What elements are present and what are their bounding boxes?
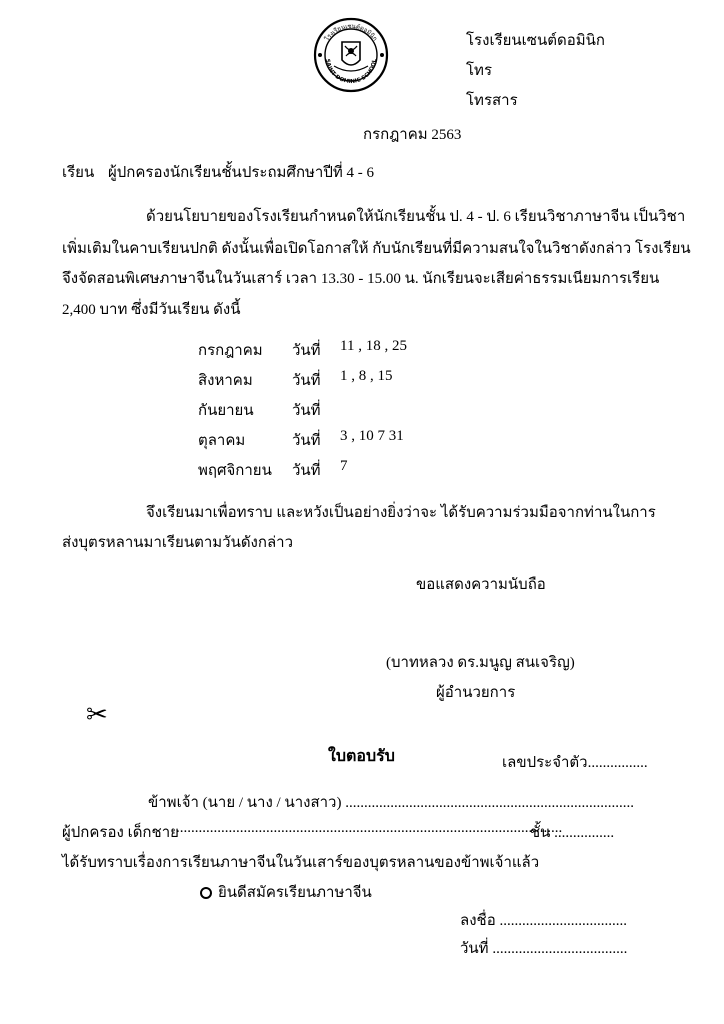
signature-field[interactable]: ลงชื่อ ..................................	[460, 913, 627, 929]
schedule-label: วันที่	[292, 373, 321, 389]
signer-title: ผู้อำนวยการ	[436, 685, 516, 701]
to-recipient: ผู้ปกครองนักเรียนชั้นประถมศึกษาปีที่ 4 - 6	[108, 165, 374, 181]
schedule-label: วันที่	[292, 343, 321, 359]
child-name-field[interactable]: .......................................................................................................	[176, 820, 563, 836]
enroll-option-label: ยินดีสมัครเรียนภาษาจีน	[218, 885, 372, 901]
acknowledgement-text: ได้รับทราบเรื่องการเรียนภาษาจีนในวันเสาร์ของบุตรหลานของข้าพเจ้าแล้ว	[62, 855, 540, 871]
para1-line3: จึงจัดสอนพิเศษภาษาจีนในวันเสาร์ เวลา 13.30 - 15.00 น. นักเรียนจะเสียค่าธรรมเนียมการเรียน	[62, 271, 660, 287]
school-logo	[312, 16, 390, 94]
para1-line2: เพิ่มเติมในคาบเรียนปกติ ดังนั้นเพื่อเปิดโอกาสให้ กับนักเรียนที่มีความสนใจในวิชาดังกล่าว โรงเรียน	[62, 241, 691, 257]
class-field[interactable]: ชั้น ................	[530, 825, 615, 841]
parent-name-field[interactable]: ข้าพเจ้า (นาย / นาง / นางสาว) .............................................................................	[148, 795, 634, 811]
letter-date: กรกฎาคม 2563	[363, 127, 462, 143]
schedule-label: วันที่	[292, 463, 321, 479]
svg-text:โรงเรียนเซนต์ดอมินิก: โรงเรียนเซนต์ดอมินิก	[323, 22, 379, 43]
para1-line4: 2,400 บาท ซึ่งมีวันเรียน ดังนี้	[62, 302, 241, 318]
closing: ขอแสดงความนับถือ	[416, 577, 546, 593]
radio-bullet-icon[interactable]	[200, 887, 212, 899]
to-label: เรียน	[62, 165, 95, 181]
schedule-days: 11 , 18 , 25	[340, 338, 407, 354]
para2-line1: จึงเรียนมาเพื่อทราบ และหวังเป็นอย่างยิ่งว่าจะ ได้รับความร่วมมือจากท่านในการ	[146, 505, 656, 521]
date-field[interactable]: วันที่ ....................................	[460, 941, 628, 957]
scissors-icon: ✂	[86, 700, 108, 730]
schedule-month: กรกฎาคม	[198, 343, 263, 359]
schedule-month: กันยายน	[198, 403, 254, 419]
schedule-days: 1 , 8 , 15	[340, 368, 393, 384]
svg-text:SAINT DOMINIC SCHOOL: SAINT DOMINIC SCHOOL	[323, 58, 379, 86]
schedule-days: 3 , 10 7 31	[340, 428, 404, 444]
schedule-label: วันที่	[292, 403, 321, 419]
school-name: โรงเรียนเซนต์ดอมินิก	[466, 33, 605, 49]
schedule-month: ตุลาคม	[198, 433, 246, 449]
schedule-label: วันที่	[292, 433, 321, 449]
signer-name: (บาทหลวง ดร.มนูญ สนเจริญ)	[386, 655, 575, 671]
child-label: ผู้ปกครอง เด็กชาย	[62, 825, 179, 841]
enroll-option[interactable]	[200, 880, 372, 904]
tel-label: โทร	[466, 63, 493, 79]
student-id-field[interactable]: เลขประจำตัว................	[502, 755, 648, 771]
reply-title: ใบตอบรับ	[328, 748, 395, 765]
schedule-month: พฤศจิกายน	[198, 463, 272, 479]
para2-line2: ส่งบุตรหลานมาเรียนตามวันดังกล่าว	[62, 535, 294, 551]
schedule-month: สิงหาคม	[198, 373, 253, 389]
fax-label: โทรสาร	[466, 93, 518, 109]
schedule-days: 7	[340, 458, 348, 474]
para1-line1: ด้วยนโยบายของโรงเรียนกำหนดให้นักเรียนชั้น ป. 4 - ป. 6 เรียนวิชาภาษาจีน เป็นวิชา	[146, 209, 686, 225]
